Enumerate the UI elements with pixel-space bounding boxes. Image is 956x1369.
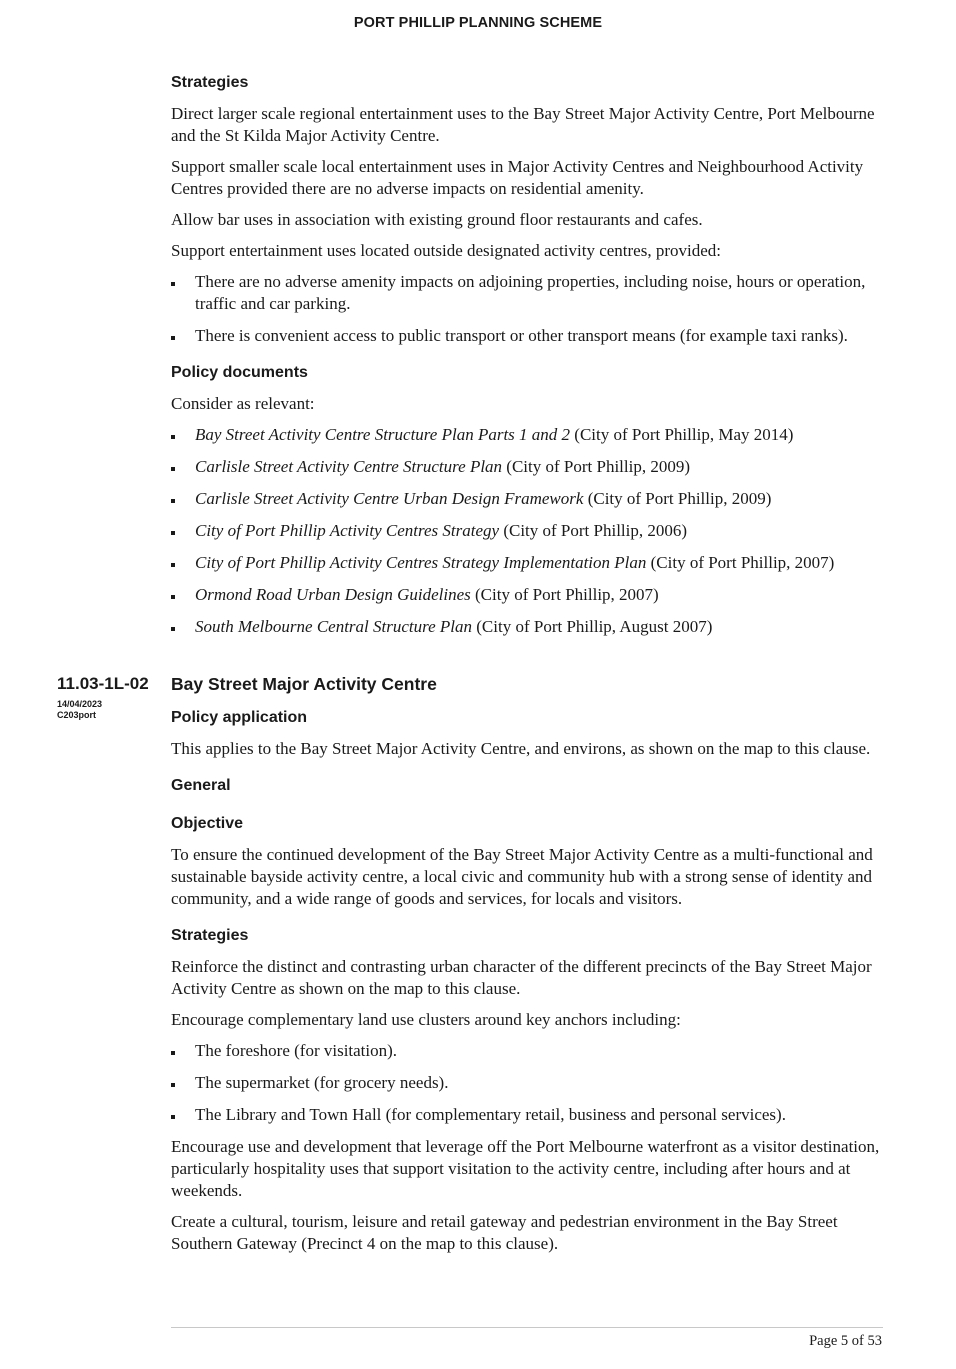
strategy-paragraph: Create a cultural, tourism, leisure and retail gateway and pedestrian environment in the Bay Street Southern Gateway (Precinct 4 on the map to this clause). <box>171 1212 838 1253</box>
policy-application-text: This applies to the Bay Street Major Activity Centre, and environs, as shown on the map to this clause. <box>171 739 871 758</box>
footer-divider <box>171 1327 883 1328</box>
document-title: Carlisle Street Activity Centre Structure Plan <box>195 457 503 476</box>
strategy-paragraph: Direct larger scale regional entertainment uses to the Bay Street Major Activity Centre, Port Melbourne and the St Kilda Major Activity Centre. <box>171 104 875 145</box>
policy-application-heading: Policy application <box>171 709 308 726</box>
strategies-heading: Strategies <box>171 74 249 91</box>
clause-date: 14/04/2023 <box>57 699 103 709</box>
policy-document-item <box>171 616 886 638</box>
policy-document-item <box>171 520 886 542</box>
strategy-paragraph: Reinforce the distinct and contrasting urban character of the different precincts of the Bay Street Major Activity Centre as shown on the map to this clause. <box>171 957 872 998</box>
policy-document-item <box>171 584 886 606</box>
section-continuation <box>171 73 886 648</box>
policy-document-item <box>171 456 886 478</box>
policy-documents-heading: Policy documents <box>171 364 308 381</box>
clause-title: Bay Street Major Activity Centre <box>171 674 437 694</box>
strategy-paragraph: Encourage use and development that leverage off the Port Melbourne waterfront as a visitor destination, particularly hospitality uses that support visitation to the activity centre, including after hours and at weekends. <box>171 1137 880 1200</box>
document-source: (City of Port Phillip, 2009) <box>583 489 772 508</box>
list-item: There is convenient access to public transport or other transport means (for example taxi ranks). <box>171 325 886 347</box>
page-number: Page 5 of 53 <box>809 1333 882 1349</box>
clause-meta <box>57 699 102 721</box>
strategy-conditions-list <box>171 271 886 347</box>
policy-document-item <box>171 488 886 510</box>
document-title: Ormond Road Urban Design Guidelines <box>195 585 471 604</box>
policy-documents-list <box>171 424 886 638</box>
policy-documents-intro: Consider as relevant: <box>171 394 315 413</box>
strategy-paragraph: Support smaller scale local entertainment uses in Major Activity Centres and Neighbourhood Activity Centres provided there are no adverse impacts on residential amenity. <box>171 157 864 198</box>
objective-text: To ensure the continued development of the Bay Street Major Activity Centre as a multi-functional and sustainable bayside activity centre, a local civic and community hub with a strong sense of identity and community, and a wide range of goods and services, for locals and visitors. <box>171 845 873 908</box>
clause-number: 11.03-1L-02 <box>57 674 149 693</box>
list-item: The foreshore (for visitation). <box>171 1040 886 1062</box>
document-source: (City of Port Phillip, August 2007) <box>472 617 713 636</box>
document-source: (City of Port Phillip, 2006) <box>499 521 688 540</box>
document-source: (City of Port Phillip, 2007) <box>470 585 659 604</box>
strategy-paragraph: Support entertainment uses located outside designated activity centres, provided: <box>171 241 721 260</box>
clause-body <box>171 673 886 1264</box>
strategy-paragraph: Allow bar uses in association with existing ground floor restaurants and cafes. <box>171 210 703 229</box>
document-title: City of Port Phillip Activity Centres Strategy Implementation Plan <box>195 553 647 572</box>
document-title: Carlisle Street Activity Centre Urban Design Framework <box>195 489 584 508</box>
policy-document-item <box>171 424 886 446</box>
list-item: The supermarket (for grocery needs). <box>171 1072 886 1094</box>
strategies-heading: Strategies <box>171 927 249 944</box>
document-title: Bay Street Activity Centre Structure Plan Parts 1 and 2 <box>195 425 571 444</box>
general-heading: General <box>171 777 231 794</box>
document-source: (City of Port Phillip, 2007) <box>646 553 835 572</box>
anchors-list <box>171 1040 886 1126</box>
page-header: PORT PHILLIP PLANNING SCHEME <box>353 15 603 31</box>
strategy-paragraph: Encourage complementary land use clusters around key anchors including: <box>171 1010 681 1029</box>
list-item: There are no adverse amenity impacts on adjoining properties, including noise, hours or operation, traffic and car parking. <box>171 271 886 315</box>
policy-document-item <box>171 552 886 574</box>
document-title: City of Port Phillip Activity Centres Strategy <box>195 521 500 540</box>
clause-amendment: C203port <box>57 710 97 720</box>
list-item: The Library and Town Hall (for complementary retail, business and personal services). <box>171 1104 886 1126</box>
document-source: (City of Port Phillip, 2009) <box>502 457 691 476</box>
objective-heading: Objective <box>171 815 244 832</box>
document-source: (City of Port Phillip, May 2014) <box>570 425 794 444</box>
document-title: South Melbourne Central Structure Plan <box>195 617 473 636</box>
